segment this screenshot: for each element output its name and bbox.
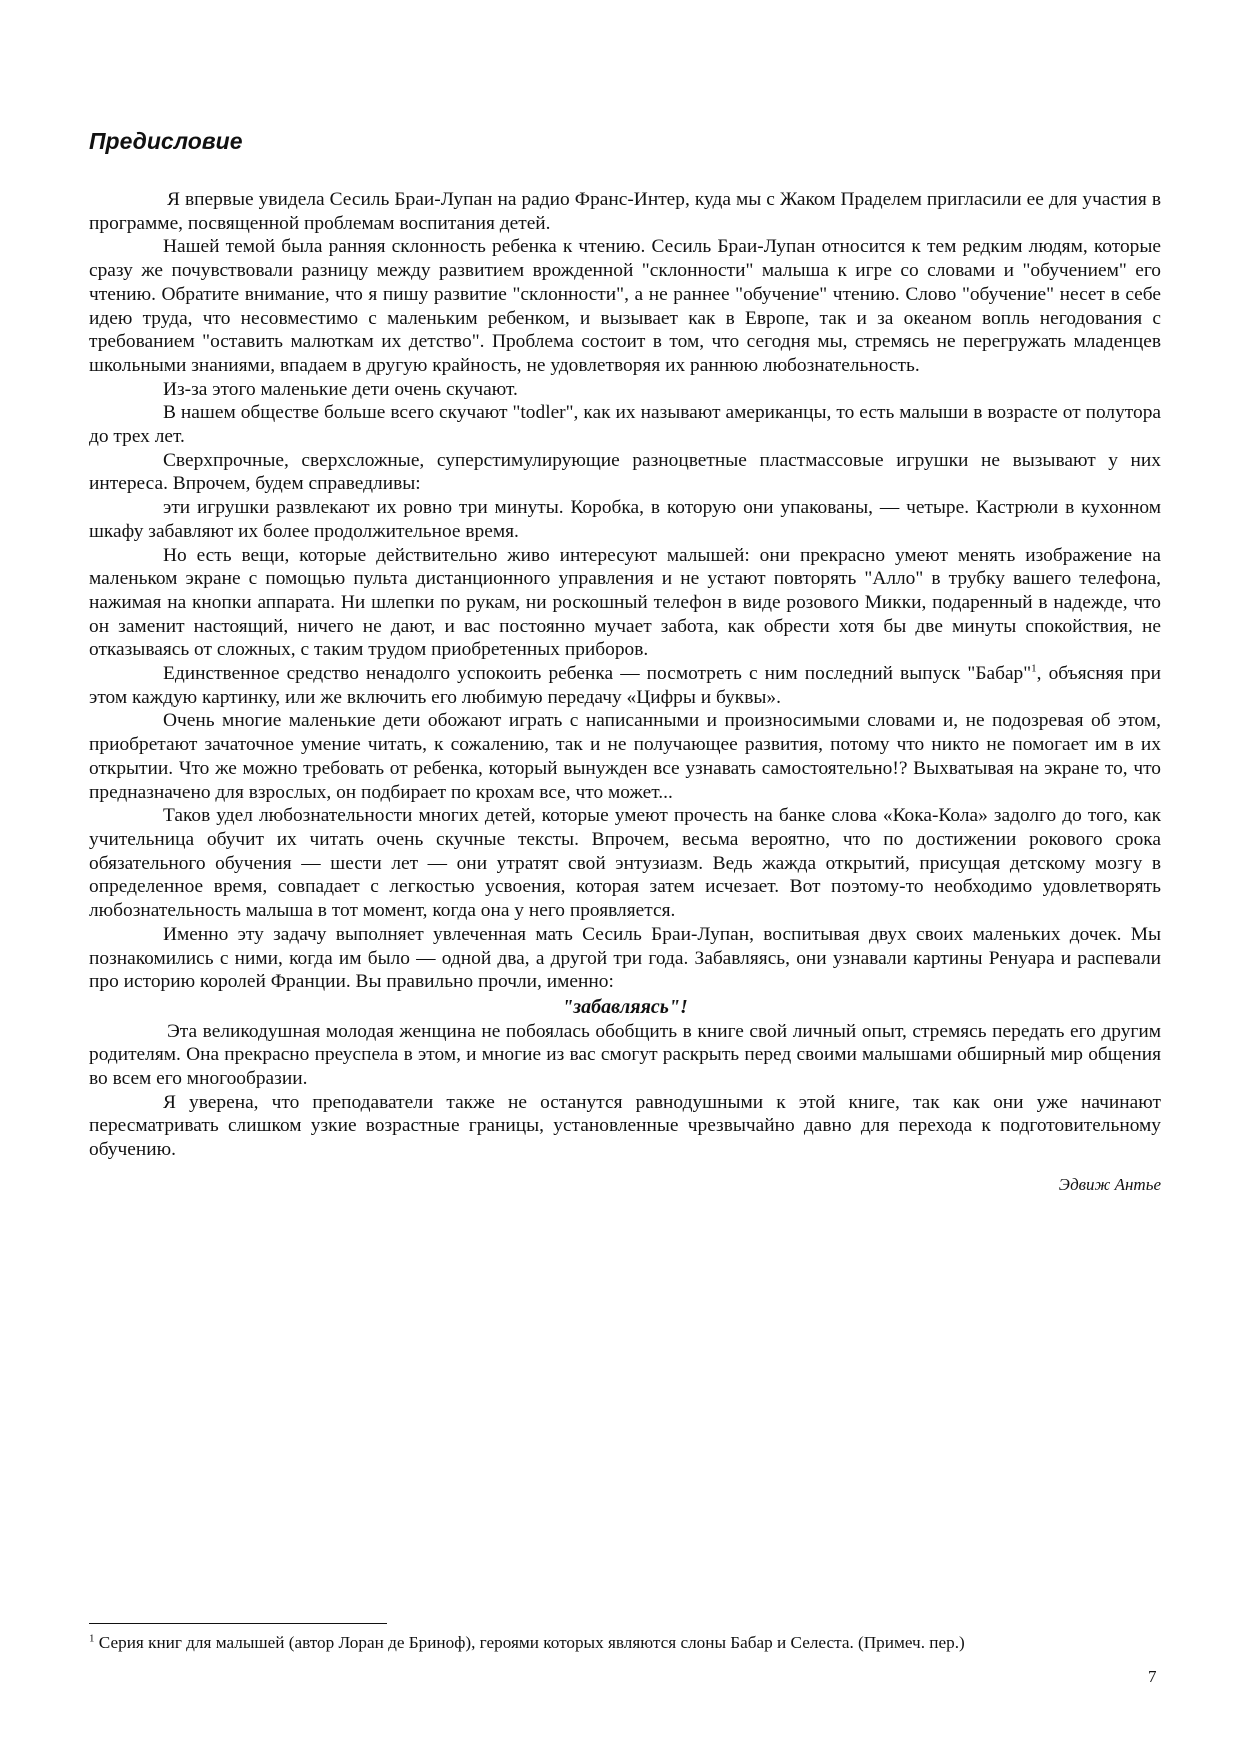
paragraph: Таков удел любознательности многих детей, которые умеют прочесть на банке слова «Кока-Кола» задолго до того, как учительница обучит их читать очень скучные тексты. Впрочем, весьма вероятно, что по достижении рокового срока обязательного обучения — шести лет — они утратят свой энтузиазм. Ведь жажда открытий, присущая детскому мозгу в определенное время, совпадает с легкостью усвоения, которая затем исчезает. Вот поэтому-то необходимо удовлетворять любознательность малыша в тот момент, когда она у него проявляется. (89, 805, 1161, 922)
page-number: 7 (1148, 1667, 1157, 1686)
footnote-text: Серия книг для малышей (автор Лоран де Бриноф), героями которых являются слоны Бабар и Селеста. (Примеч. пер.) (94, 1633, 965, 1652)
paragraph: Очень многие маленькие дети обожают играть с написанными и произносимыми словами и, не подозревая об этом, приобретают зачаточное умение читать, к сожалению, так и не получающее развития, потому что никто не помогает им в их открытии. Что же можно требовать от ребенка, который вынужден все узнавать самостоятельно!? Выхватывая на экране то, что предназначено для взрослых, он подбирает по крохам все, что может... (89, 710, 1161, 803)
paragraph: Нашей темой была ранняя склонность ребенка к чтению. Сесиль Браи-Лупан относится к тем редким людям, которые сразу же почувствовали разницу между развитием врожденной "склонности" малыша к игре со словами и "обучением" его чтению. Обратите внимание, что я пишу развитие "склонности", а не раннее "обучение" чтению. Слово "обучение" несет в себе идею труда, что несовместимо с маленьким ребенком, и вызывает как в Европе, так и за океаном вопль негодования с требованием "оставить малюткам их детство". Проблема состоит в том, что сегодня мы, стремясь не перегружать младенцев школьными знаниями, впадаем в другую крайность, не удовлетворяя их раннюю любознательность. (89, 236, 1161, 376)
paragraph: Я уверена, что преподаватели также не останутся равнодушными к этой книге, так как они уже начинают пересматривать слишком узкие возрастные границы, установленные чрезвычайно давно для перехода к подготовительному обучению. (89, 1091, 1161, 1161)
footnote-marker: 1 (89, 1632, 95, 1645)
emphasis-line: "забавляясь"! (562, 995, 688, 1018)
paragraph: Из-за этого маленькие дети очень скучают. (163, 378, 518, 400)
paragraph: эти игрушки развлекают их ровно три минуты. Коробка, в которую они упакованы, — четыре. Кастрюли в кухонном шкафу забавляют их более продолжительное время. (89, 497, 1161, 542)
paragraph: Я впервые увидела Сесиль Браи-Лупан на радио Франс-Интер, куда мы с Жаком Праделем пригласили ее для участия в программе, посвященной проблемам воспитания детей. (89, 189, 1161, 234)
paragraph-text: , объясняя при этом каждую картинку, или же включить его любимую передачу «Цифры и буквы». (89, 663, 1161, 708)
footnote (89, 1633, 1169, 1653)
paragraph: Сверхпрочные, сверхсложные, суперстимулирующие разноцветные пластмассовые игрушки не вызывают у них интереса. Впрочем, будем справедливы: (89, 449, 1161, 495)
paragraph-with-footnote-ref (89, 662, 1161, 709)
paragraph: Именно эту задачу выполняет увлеченная мать Сесиль Браи-Лупан, воспитывая двух своих маленьких дочек. Мы познакомились с ними, когда им было — одной два, а другой три года. Забавляясь, они узнавали картины Ренуара и распевали про историю королей Франции. Вы правильно прочли, именно: (89, 923, 1161, 993)
author-signature: Эдвиж Антье (1058, 1174, 1161, 1194)
paragraph: Эта великодушная молодая женщина не побоялась обобщить в книге свой личный опыт, стремясь передать его другим родителям. Она прекрасно преуспела в этом, и многие из вас смогут раскрыть перед своими малышами обширный мир общения во всем его многообразии. (89, 1020, 1161, 1090)
footnote-divider (89, 1623, 387, 1624)
paragraph: В нашем обществе больше всего скучают "todler", как их называют американцы, то есть малыши в возрасте от полутора до трех лет. (89, 402, 1161, 448)
paragraph: Но есть вещи, которые действительно живо интересуют малышей: они прекрасно умеют менять изображение на маленьком экране с помощью пульта дистанционного управления и не устают повторять "Алло" в трубку вашего телефона, нажимая на кнопки аппарата. Ни шлепки по рукам, ни роскошный телефон в виде розового Микки, подаренный в надежде, что он заменит настоящий, ничего не дают, и вас постоянно мучает забота, как обрести хотя бы две минуты спокойствия, не отказываясь от сложных, с таким трудом приобретенных приборов. (89, 544, 1161, 661)
footnote-reference: 1 (1031, 662, 1037, 675)
paragraph-text: Единственное средство ненадолго успокоить ребенка — посмотреть с ним последний выпуск "Бабар" (163, 663, 1032, 685)
body-text (89, 188, 1161, 1197)
page-title: Предисловие (89, 128, 243, 154)
